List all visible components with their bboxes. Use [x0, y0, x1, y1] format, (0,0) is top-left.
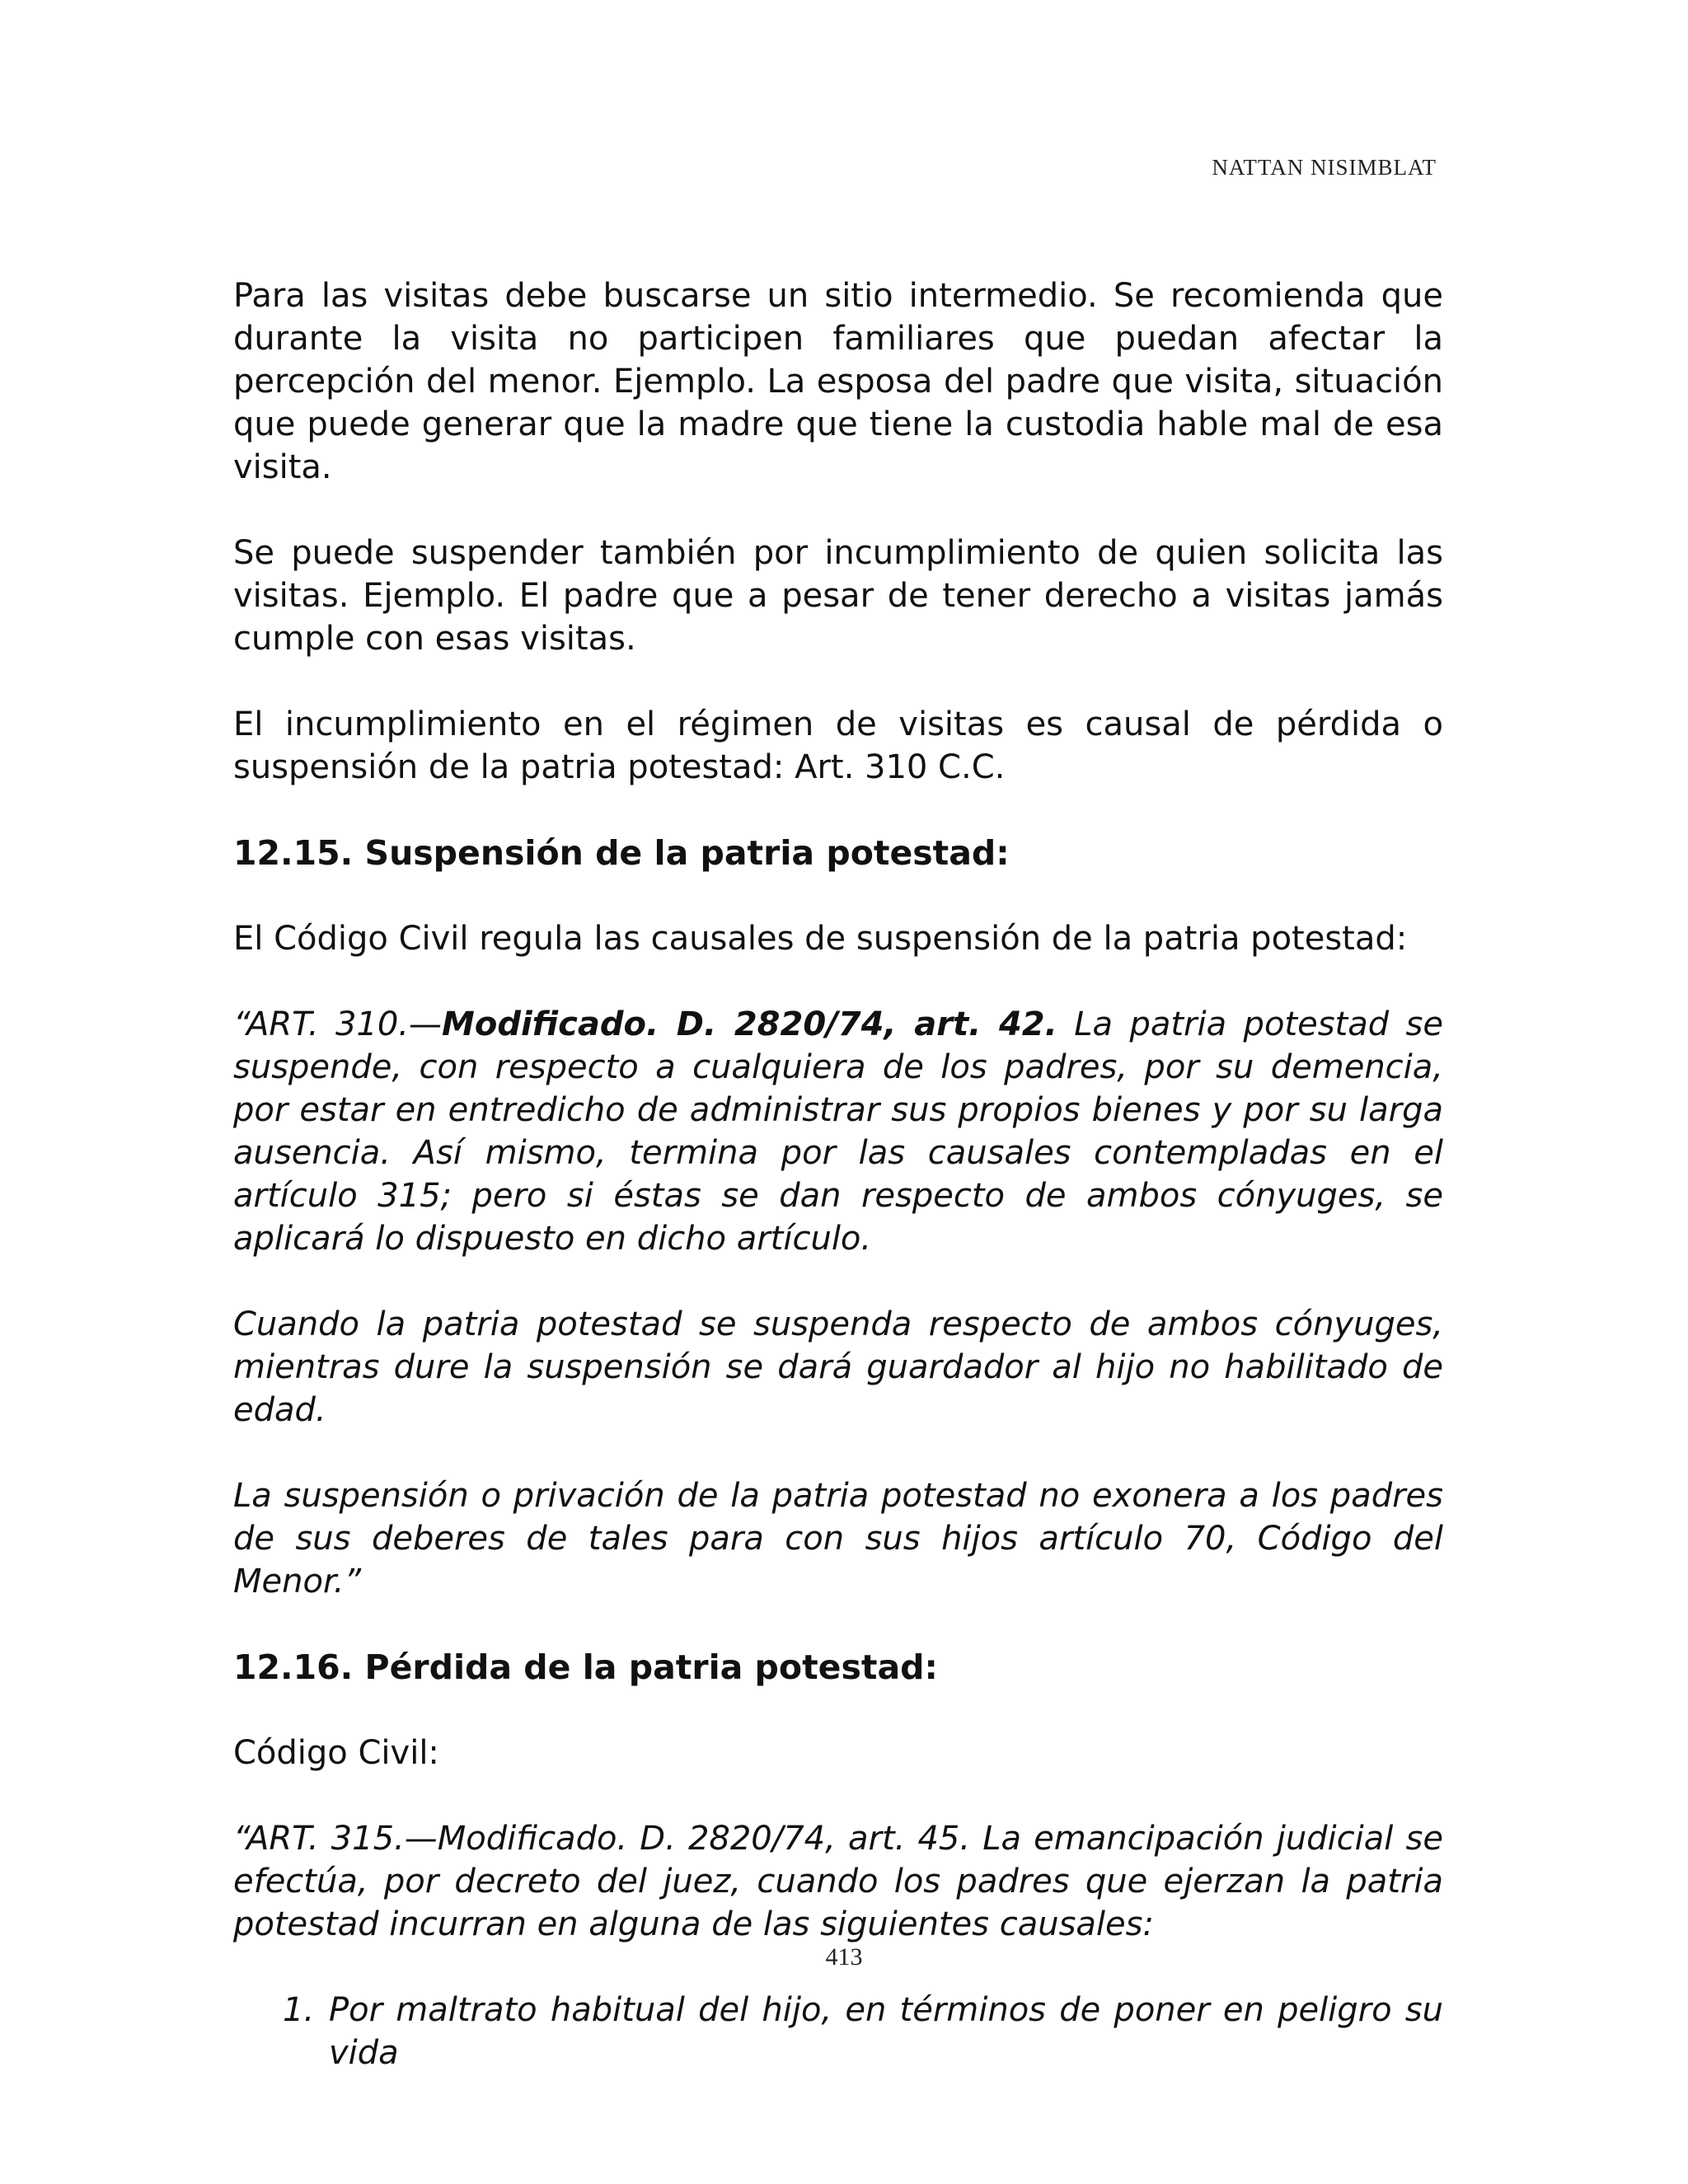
quote-article-310-both-spouses: Cuando la patria potestad se suspenda respecto de ambos cónyuges, mientras dure la suspensión se dará guardador al hijo no habilitado de edad. — [233, 1305, 1443, 1429]
running-header: NATTAN NISIMBLAT — [1212, 155, 1437, 180]
list-item — [283, 1989, 1443, 2074]
page-number: 413 — [825, 1943, 863, 1971]
page-body — [233, 274, 1443, 2074]
quote-article-310 — [233, 1003, 1443, 1260]
paragraph-civil-code-intro: El Código Civil regula las causales de suspensión de la patria potestad: — [233, 920, 1408, 958]
list-item-number: 1. — [283, 1991, 315, 2029]
section-heading-12-16: 12.16. Pérdida de la patria potestad: — [233, 1647, 938, 1687]
paragraph-visits-suspension: Se puede suspender también por incumplimiento de quien solicita las visitas. Ejemplo. El padre que a pesar de tener derecho a visitas jamás cumple con esas visitas. — [233, 534, 1443, 658]
quote-article-310-duties: La suspensión o privación de la patria potestad no exonera a los padres de sus deberes de tales para con sus hijos artículo 70, Código del Menor.” — [233, 1477, 1443, 1601]
list-item-text: Por maltrato habitual del hijo, en términos de poner en peligro su vida — [329, 1991, 1443, 2072]
quote-article-315: “ART. 315.—Modificado. D. 2820/74, art. 45. La emancipación judicial se efectúa, por decreto del juez, cuando los padres que ejerzan la patria potestad incurran en alguna de las siguientes causales: — [233, 1820, 1443, 1943]
article-310-prefix: “ART. 310.— — [233, 1005, 443, 1043]
paragraph-visits-location: Para las visitas debe buscarse un sitio intermedio. Se recomienda que durante la visita no participen familiares que puedan afectar la percepción del menor. Ejemplo. La esposa del padre que visita, situación que puede generar que la madre que tiene la custodia hable mal de esa visita. — [233, 277, 1443, 486]
paragraph-civil-code-label: Código Civil: — [233, 1734, 439, 1772]
paragraph-visits-noncompliance: El incumplimiento en el régimen de visitas es causal de pérdida o suspensión de la patria potestad: Art. 310 C.C. — [233, 705, 1443, 786]
section-heading-12-15: 12.15. Suspensión de la patria potestad: — [233, 833, 1010, 873]
article-310-text: La patria potestad se suspende, con respecto a cualquiera de los padres, por su demencia, por estar en entredicho de administrar sus propios bienes y por su larga ausencia. Así mismo, termina por las causales contempladas en el artículo 315; pero si éstas se dan respecto de ambos cónyuges, se aplicará lo dispuesto en dicho artículo. — [233, 1005, 1444, 1258]
article-310-reference: Modificado. D. 2820/74, art. 42. — [442, 1005, 1057, 1043]
